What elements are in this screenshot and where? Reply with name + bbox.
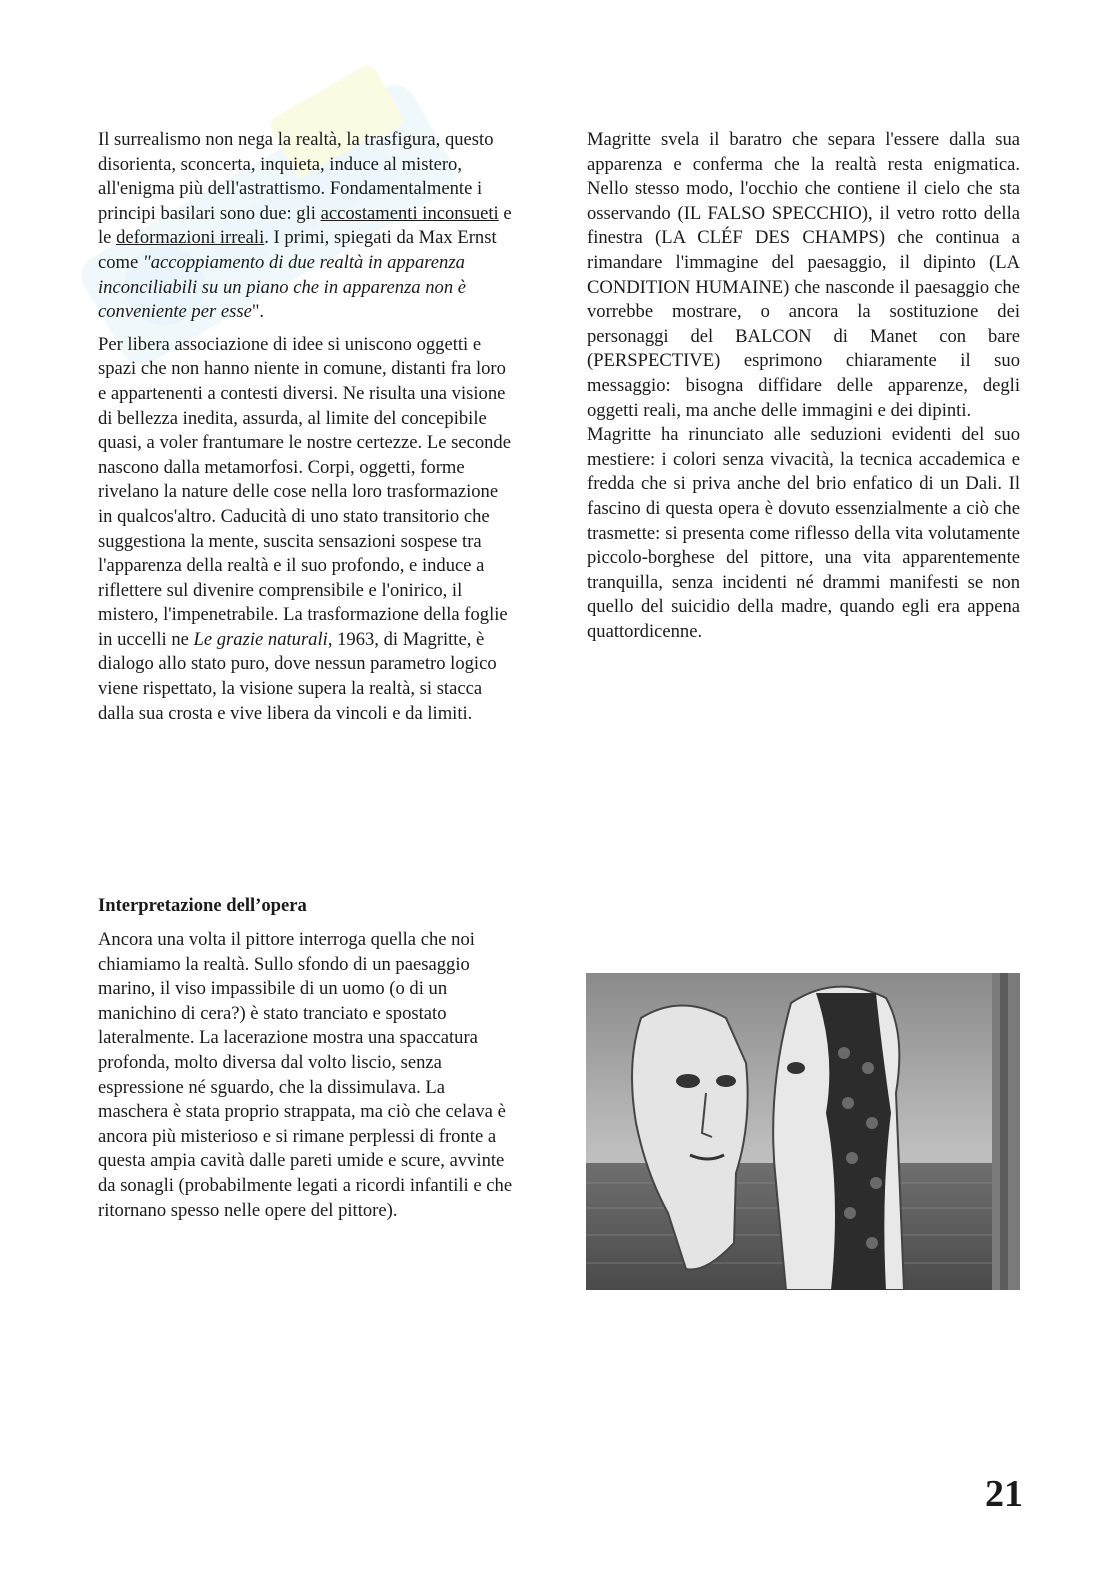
artwork-title: Le grazie naturali bbox=[193, 628, 328, 650]
right-column bbox=[587, 128, 1020, 644]
paragraph-free-association: Per libera associazione di idee si uniscono oggetti e spazi che non hanno niente in comune, distanti fra loro e appartenenti a contesti diversi. Ne risulta una visione di bellezza inedita, assurda, al limite del concepibile quasi, a voler frantumare le nostre certezze. Le seconde nascono dalla metamorfosi. Corpi, oggetti, forme rivelano la nature delle cose nella loro trasformazione in qualcos'altro. Caducità di uno stato transitorio che suggestiona la mente, suscita sensazioni sospese tra l'apparenza della realtà e il suo profondo, e induce a riflettere sul divenire comprensibile e l'onirico, il mistero, l'impenetrabile. La trasformazione della foglie in uccelli ne Le grazie naturali, 1963, di Magritte, è dialogo allo stato puro, dove nessun parametro logico viene rispettato, la visione supera la realtà, si stacca dalla sua crosta e vive libera da vincoli e da limiti. bbox=[98, 333, 511, 724]
paragraph-magritte-craft: Magritte ha rinunciato alle seduzioni evidenti del suo mestiere: i colori senza vivacità, la tecnica accademica e fredda che si priva anche del brio enfatico di un Dali. Il fascino di questa opera è dovuto essenzialmente a ciò che trasmette: si presenta come riflesso della vita volutamente piccolo-borghese del pittore, una vita apparentemente tranquilla, senza incidenti né drammi manifesti se non quello del suicidio della madre, quando egli era appena quattordicenne. bbox=[587, 424, 1020, 642]
underlined-term: accostamenti inconsueti bbox=[320, 202, 499, 224]
painting-image bbox=[586, 973, 1020, 1290]
paragraph-surrealism-intro: Il surrealismo non nega la realtà, la trasfigura, questo disorienta, sconcerta, inquieta, induce al mistero, all'enigma più dell'astrattismo. Fondamentalmente i principi basilari sono due: gli accostamenti inconsueti e le deformazioni irreali. I primi, spiegati da Max Ernst come "accoppiamento di due realtà in apparenza inconciliabili su un piano che in apparenza non è conveniente per esse". bbox=[98, 129, 512, 323]
underlined-term: deformazioni irreali bbox=[116, 227, 265, 249]
page-number: 21 bbox=[985, 1473, 1023, 1515]
left-column bbox=[98, 128, 516, 734]
max-ernst-quote: "accoppiamento di due realtà in apparenza inconciliabili su un piano che in apparenza non è conveniente per esse bbox=[98, 251, 467, 323]
paragraph-interpretation: Ancora una volta il pittore interroga quella che noi chiamiamo la realtà. Sullo sfondo di un paesaggio marino, il viso impassibile di un uomo (o di un manichino di cera?) è stato tranciato e spostato lateralmente. La lacerazione mostra una spaccatura profonda, molto diversa dal volto liscio, senza espressione né sguardo, che la dissimulava. La maschera è stata proprio strappata, ma ciò che celava è ancora più misterioso e si rimane perplessi di fronte a questa ampia cavità dalle pareti umide e scure, avvinte da sonagli (probabilmente legati a ricordi infantili e che ritornano spesso nelle opere del pittore). bbox=[98, 929, 513, 1221]
section-heading: Interpretazione dell’opera bbox=[98, 895, 307, 916]
paragraph-magritte-abyss: Magritte svela il baratro che separa l'essere dalla sua apparenza e conferma che la realtà resta enigmatica. Nello stesso modo, l'occhio che contiene il cielo che sta osservando (IL FALSO SPECCHIO), il vetro rotto della finestra (LA CLÉF DES CHAMPS) che continua a rimandare l'immagine del paesaggio, il dipinto (LA CONDITION HUMAINE) che nasconde il paesaggio che vorrebbe mostrare, o ancora la sostituzione dei personaggi del BALCON di Manet con bare (PERSPECTIVE) esprimono chiaramente il suo messaggio: bisogna diffidare delle apparenze, degli oggetti reali, ma anche delle immagini e dei dipinti. bbox=[587, 129, 1020, 421]
